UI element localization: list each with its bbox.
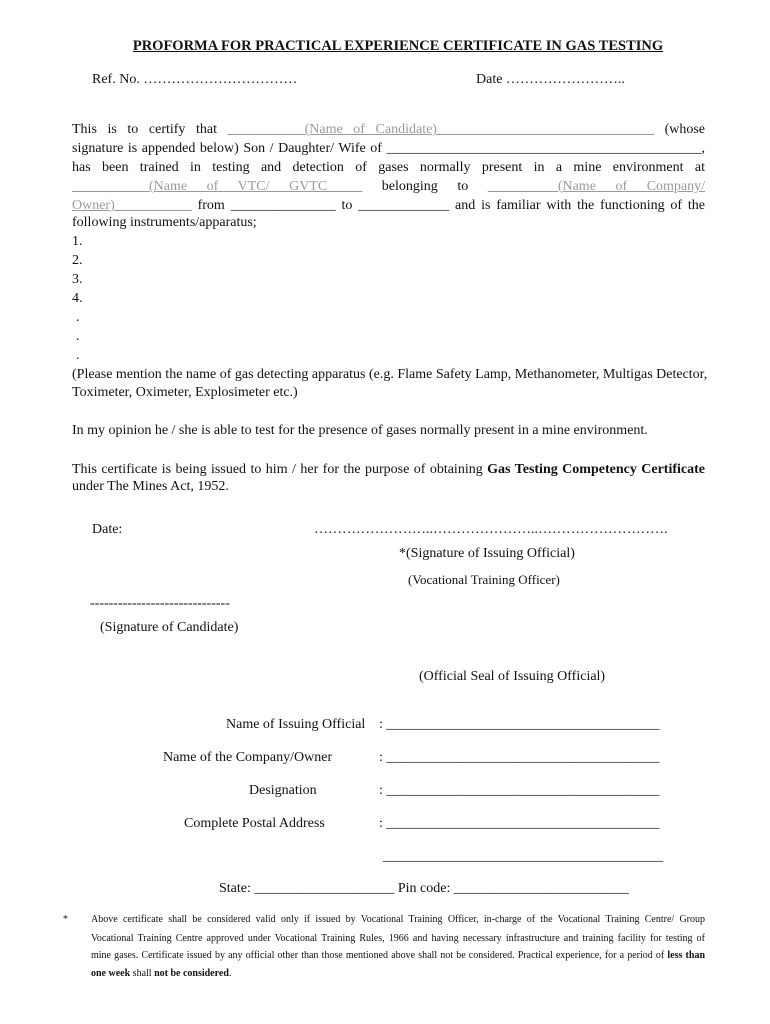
mention-line-2: Toximeter, Oximeter, Explosimeter etc.)	[72, 385, 298, 400]
footnote-text: shall	[130, 968, 155, 979]
owner-placeholder: Owner)___________	[72, 198, 192, 213]
date-top: Date ……………………..	[476, 72, 625, 87]
footnote-line-3	[91, 947, 705, 964]
field-label-issuing-official: Name of Issuing Official	[226, 717, 366, 732]
certificate-name: Gas Testing Competency Certificate	[487, 462, 705, 477]
certify-text: This is to certify that	[72, 122, 218, 137]
certify-line-5	[72, 196, 705, 215]
footnote-line-1: Above certificate shall be considered valid only if issued by Vocational Training Officer, in-charge of the Vocational Training Centre/ Group	[91, 914, 705, 925]
field-value-postal-address: : _______________________________________	[379, 816, 660, 831]
footnote-emphasis: one week	[91, 968, 131, 979]
certify-line-2: signature is appended below) Son / Daughter/ Wife of _____________________________________________,	[72, 141, 705, 156]
footnote-text: mine gases. Certificate issued by any official other than those mentioned above shall not be considered. Practical experience, for a period of	[91, 950, 668, 961]
candidate-signature-line: ------------------------------	[90, 596, 230, 611]
footnote-emphasis: not be considered	[154, 968, 229, 979]
mention-line-1: (Please mention the name of gas detecting apparatus (e.g. Flame Safety Lamp, Methanometer, Multigas Detector,	[72, 367, 708, 382]
candidate-name-placeholder: (Name of Candidate)	[304, 122, 437, 137]
field-label-company-owner: Name of the Company/Owner	[163, 750, 333, 765]
footnote-emphasis: less than	[667, 950, 706, 961]
list-item: .	[76, 329, 80, 344]
signature-official-label: *(Signature of Issuing Official)	[399, 546, 575, 561]
list-item: 1.	[72, 234, 83, 249]
document-title: PROFORMA FOR PRACTICAL EXPERIENCE CERTIFICATE IN GAS TESTING	[132, 38, 664, 54]
date-label: Date:	[92, 522, 123, 537]
reference-number: Ref. No. ……………………………	[92, 72, 298, 87]
footnote-line-2: Vocational Training Centre approved under Vocational Training Rules, 1966 and having necessary infrastructure and training facility for testing of	[91, 933, 705, 944]
field-label-postal-address: Complete Postal Address	[184, 816, 325, 831]
state-pincode-line: State: ____________________ Pin code: _________________________	[219, 881, 629, 896]
list-item: 2.	[72, 253, 83, 268]
opinion-text: In my opinion he / she is able to test for the presence of gases normally present in a mine environment.	[72, 423, 648, 438]
certify-line-6: following instruments/apparatus;	[72, 215, 257, 230]
footnote-star: *	[63, 914, 68, 925]
from-to-text: from _______________ to _____________ and is familiar with the functioning of the	[197, 198, 706, 213]
official-seal-label: (Official Seal of Issuing Official)	[419, 669, 606, 684]
company-name-placeholder: __________(Name of Company/	[487, 179, 706, 194]
field-label-designation: Designation	[249, 783, 317, 798]
certify-line-3: has been trained in testing and detection of gases normally present in a mine environment at	[72, 160, 705, 175]
footnote-text: .	[228, 968, 232, 979]
candidate-signature-label: (Signature of Candidate)	[100, 620, 239, 635]
issued-text: This certificate is being issued to him / her for the purpose of obtaining	[72, 462, 488, 477]
field-value-issuing-official: : _______________________________________	[379, 717, 660, 732]
issued-line-2: under The Mines Act, 1952.	[72, 479, 229, 494]
field-value-company-owner: : _______________________________________	[379, 750, 660, 765]
certify-line-4	[72, 177, 705, 196]
list-item: .	[76, 348, 80, 363]
list-item: 3.	[72, 272, 83, 287]
footnote-line-4	[91, 965, 231, 982]
belonging-text: belonging to	[381, 179, 469, 194]
list-item: 4.	[72, 291, 83, 306]
vtc-name-placeholder: ___________(Name of VTC/ GVTC_____	[72, 179, 363, 194]
candidate-name-blank: ___________(Name of Candidate)_______________________________	[227, 122, 654, 137]
signature-dotted-line: ……………………..…………………..……………………….	[314, 522, 668, 537]
field-value-designation: : _______________________________________	[379, 783, 660, 798]
whose-text: (whose	[664, 122, 705, 137]
certify-line-1	[72, 120, 705, 139]
vto-label: (Vocational Training Officer)	[408, 572, 560, 587]
postal-address-extra-line: ________________________________________	[383, 849, 663, 864]
issued-line-1	[72, 460, 705, 479]
list-item: .	[76, 310, 80, 325]
